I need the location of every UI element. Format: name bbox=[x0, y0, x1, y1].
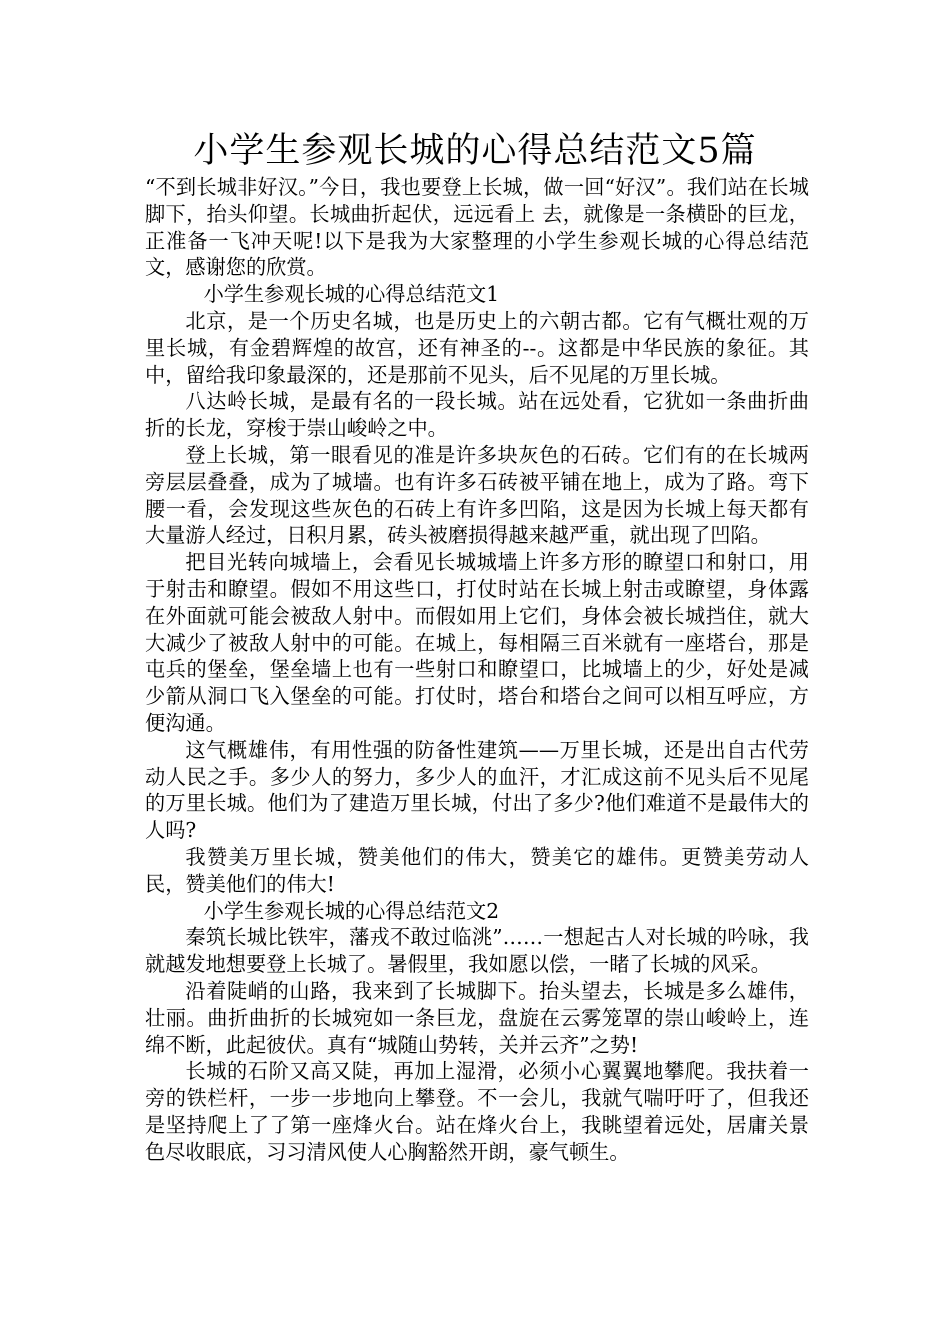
section-1-paragraph: 北京，是一个历史名城，也是历史上的六朝古都。它有气概壮观的万里长城，有金碧辉煌的故宫，还有神圣的--。这都是中华民族的象征。其中，留给我印象最深的，还是那前不见头，后不见尾的万里长城。 bbox=[145, 308, 809, 387]
section-1-paragraph: 八达岭长城，是最有名的一段长城。站在远处看，它犹如一条曲折曲折的长龙，穿梭于崇山峻岭之中。 bbox=[145, 389, 809, 441]
document-title: 小学生参观长城的心得总结范文5篇 bbox=[193, 131, 757, 171]
section-2-paragraph: 沿着陡峭的山路，我来到了长城脚下。抬头望去，长城是多么雄伟，壮丽。曲折曲折的长城宛如一条巨龙，盘旋在云雾笼罩的崇山峻岭上，连绵不断，此起彼伏。真有“城随山势转，关并云齐”之势! bbox=[145, 978, 809, 1057]
section-2-paragraph: 秦筑长城比铁牢，藩戎不敢过临洮”……一想起古人对长城的吟咏，我就越发地想要登上长城了。暑假里，我如愿以偿，一睹了长城的风采。 bbox=[145, 925, 809, 977]
section-2-heading: 小学生参观长城的心得总结范文2 bbox=[203, 898, 500, 923]
document-body bbox=[145, 174, 809, 1165]
section-1-paragraph: 我赞美万里长城，赞美他们的伟大，赞美它的雄伟。更赞美劳动人民，赞美他们的伟大! bbox=[145, 844, 809, 896]
section-1-paragraph: 登上长城，第一眼看见的准是许多块灰色的石砖。它们有的在长城两旁层层叠叠，成为了城墙。也有许多石砖被平铺在地上，成为了路。弯下腰一看，会发现这些灰色的石砖上有许多凹陷，这是因为长城上每天都有大量游人经过，日积月累，砖头被磨损得越来越严重，就出现了凹陷。 bbox=[145, 442, 809, 548]
section-1-heading: 小学生参观长城的心得总结范文1 bbox=[203, 282, 500, 307]
section-1-paragraph: 这气概雄伟，有用性强的防备性建筑——万里长城，还是出自古代劳动人民之手。多少人的努力，多少人的血汗，才汇成这前不见头后不见尾的万里长城。他们为了建造万里长城，付出了多少?他们难道不是最伟大的人吗? bbox=[145, 737, 809, 843]
intro-paragraph: “不到长城非好汉。”今日，我也要登上长城，做一回“好汉”。我们站在长城脚下，抬头仰望。长城曲折起伏，远远看上 去，就像是一条横卧的巨龙，正准备一飞冲天呢!以下是我为大家整理的小学生参观长城的心得总结范文，感谢您的欣赏。 bbox=[145, 175, 809, 280]
section-2-paragraph: 长城的石阶又高又陡，再加上湿滑，必须小心翼翼地攀爬。我扶着一旁的铁栏杆，一步一步地向上攀登。不一会儿，我就气喘吁吁了，但我还是坚持爬上了了第一座烽火台。站在烽火台上，我眺望着远处，居庸关景色尽收眼底，习习清风使人心胸豁然开朗，豪气顿生。 bbox=[145, 1059, 809, 1164]
section-1-paragraph: 把目光转向城墙上，会看见长城城墙上许多方形的瞭望口和射口，用于射击和瞭望。假如不用这些口，打仗时站在长城上射击或瞭望，身体露在外面就可能会被敌人射中。而假如用上它们，身体会被长城挡住，就大大减少了被敌人射中的可能。在城上，每相隔三百米就有一座塔台，那是屯兵的堡垒，堡垒墙上也有一些射口和瞭望口，比城墙上的少，好处是减少箭从洞口飞入堡垒的可能。打仗时，塔台和塔台之间可以相互呼应，方便沟通。 bbox=[145, 550, 809, 735]
